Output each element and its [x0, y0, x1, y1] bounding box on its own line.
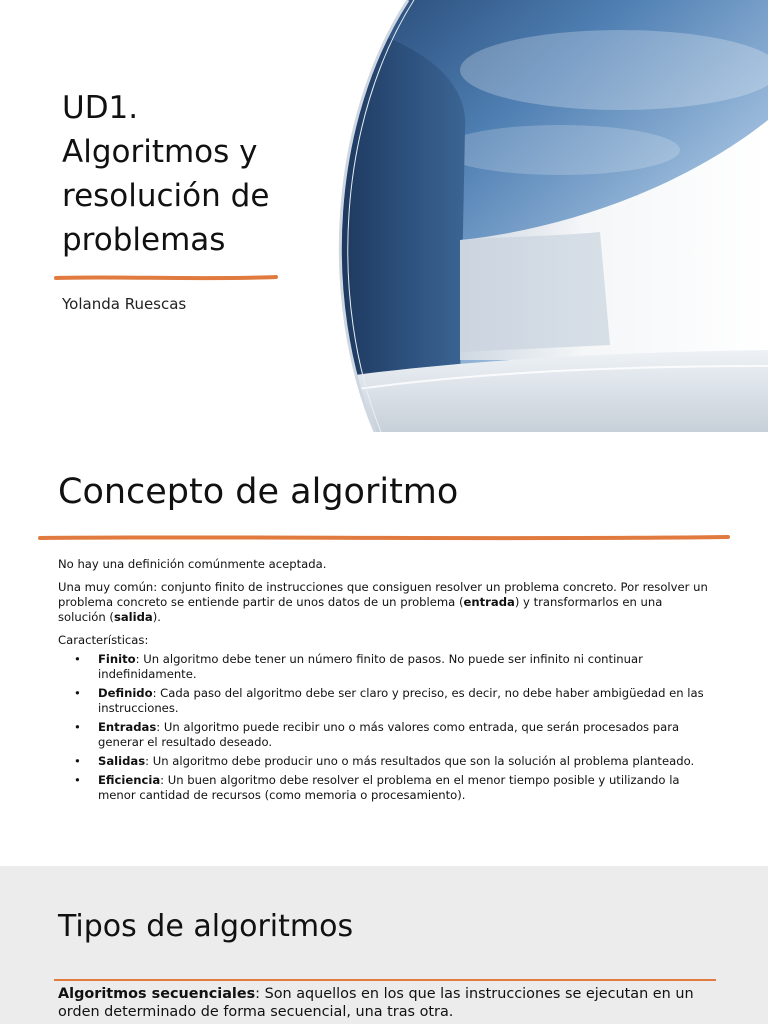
- title-underline: [54, 273, 278, 283]
- paragraph-characteristics: Características:: [58, 633, 149, 647]
- paragraph-common-definition: [58, 580, 710, 625]
- characteristics-list: [58, 652, 710, 803]
- list-item-term: Entradas: [98, 720, 157, 734]
- title-line-4: problemas: [62, 222, 226, 258]
- bullet-icon: •: [74, 773, 81, 787]
- paragraph-text: Una muy común: conjunto finito de instrucciones que consiguen resolver un problema concreto. Por resolver un problema concreto se entiende partir de unos datos de un problema (: [58, 580, 708, 609]
- concept-slide: [0, 432, 768, 866]
- title-line-3: resolución de: [62, 178, 270, 214]
- list-item: [58, 720, 710, 750]
- bullet-icon: •: [74, 652, 81, 666]
- bold-term-salida: salida: [113, 610, 153, 624]
- bullet-icon: •: [74, 686, 81, 700]
- slide-body: [58, 985, 708, 1021]
- list-item-text: : Un algoritmo debe producir uno o más resultados que son la solución al problema planteado.: [145, 754, 695, 768]
- heading-rule: [54, 979, 716, 981]
- list-item: [58, 686, 710, 716]
- bullet-icon: •: [74, 720, 81, 734]
- paragraph-definition: No hay una definición comúnmente aceptada.: [58, 557, 327, 571]
- paragraph-text: ) y transformarlos en una solución (: [58, 595, 663, 624]
- list-item: [58, 652, 710, 682]
- slide-body: [58, 557, 710, 807]
- paragraph-text: : Son aquellos en los que las instrucciones se ejecutan en un orden determinado de forma secuencial, una tras otra.: [58, 986, 694, 1020]
- slide-heading: Tipos de algoritmos: [58, 909, 354, 944]
- list-item: [58, 754, 710, 769]
- list-item-term: Definido: [98, 686, 153, 700]
- heading-underline: [38, 533, 730, 543]
- list-item-term: Finito: [98, 652, 136, 666]
- title-line-2: Algoritmos y: [62, 134, 258, 170]
- bold-term: Algoritmos secuenciales: [58, 986, 256, 1002]
- list-item-text: : Un algoritmo debe tener un número finito de pasos. No puede ser infinito ni continuar indefinidamente.: [98, 652, 643, 681]
- title-line-1: UD1.: [62, 90, 139, 126]
- title-slide: [0, 0, 768, 432]
- list-item-term: Salidas: [98, 754, 146, 768]
- list-item: [58, 773, 710, 803]
- paragraph-text: ).: [152, 610, 161, 624]
- author-name: Yolanda Ruescas: [62, 295, 187, 313]
- slide-title: [62, 86, 332, 262]
- slide-heading: Concepto de algoritmo: [58, 472, 459, 512]
- list-item-text: : Cada paso del algoritmo debe ser claro y preciso, es decir, no debe haber ambigüedad en las instrucciones.: [98, 686, 704, 715]
- bold-term-entrada: entrada: [463, 595, 515, 609]
- types-slide: [0, 866, 768, 1024]
- bullet-icon: •: [74, 754, 81, 768]
- list-item-text: : Un buen algoritmo debe resolver el problema en el menor tiempo posible y utilizando la menor cantidad de recursos (como memoria o procesamiento).: [98, 773, 680, 802]
- list-item-term: Eficiencia: [98, 773, 161, 787]
- list-item-text: : Un algoritmo puede recibir uno o más valores como entrada, que serán procesados para generar el resultado deseado.: [98, 720, 680, 749]
